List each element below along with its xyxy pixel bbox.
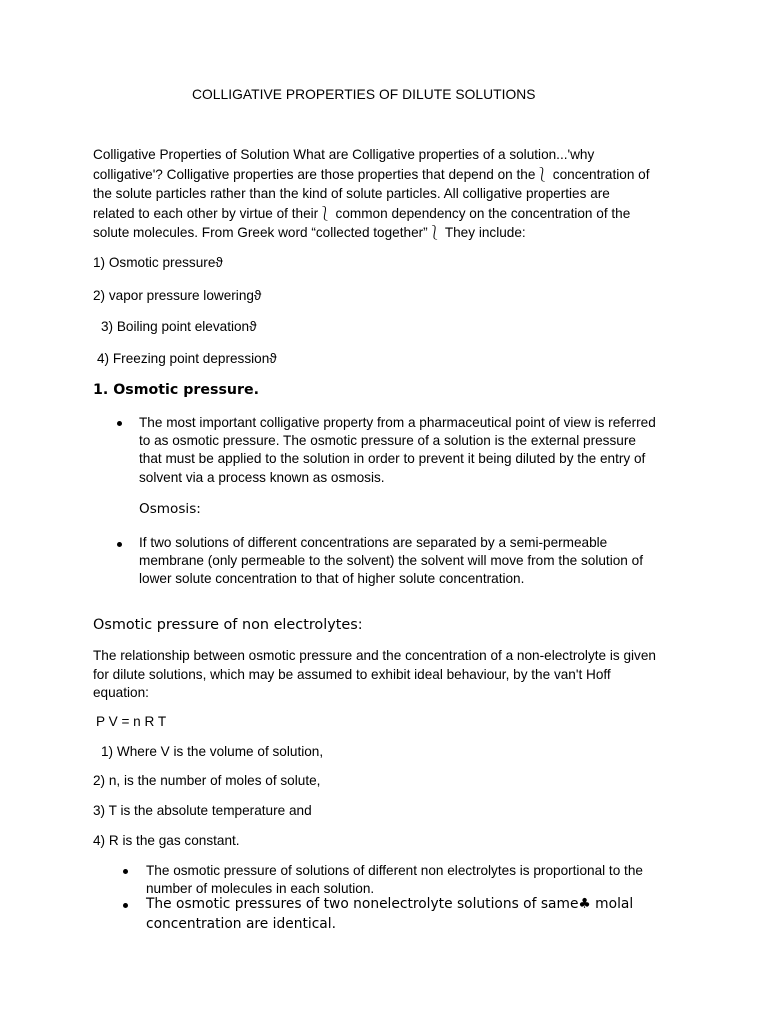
bullet-icon	[117, 421, 122, 426]
vant-hoff-paragraph: The relationship between osmotic pressure and the concentration of a non-electrolyte is given for dilute solutions, which may be assumed to exhibit ideal behaviour, by the van't Hoff equation:	[93, 648, 656, 700]
bullet-icon	[123, 869, 128, 874]
section-heading-osmotic-pressure: 1. Osmotic pressure.	[93, 382, 260, 398]
variable-item-gas-constant: 4) R is the gas constant.	[93, 833, 240, 848]
nonelectrolytes-heading: Osmotic pressure of non electrolytes:	[93, 617, 363, 633]
bullet-text: The osmotic pressures of two nonelectrolyte solutions of same♣ molal concentration are identical.	[146, 896, 634, 932]
variable-item-moles: 2) n, is the number of moles of solute,	[93, 773, 321, 788]
bullet-icon	[123, 903, 128, 908]
document-title: COLLIGATIVE PROPERTIES OF DILUTE SOLUTIONS	[192, 87, 536, 102]
intro-paragraph: Colligative Properties of Solution What are Colligative properties of a solution...'why colligative'? Colligative properties are those properties that depend on the⎱ concentration of the solute particles rather than the kind of solute particles. All colligative properties are related to each other by virtue of their⎱ common dependency on the concentration of the solute molecules. From Greek word “collected together”⎱ They include:	[93, 147, 650, 240]
osmosis-label: Osmosis:	[139, 501, 201, 517]
property-item-freezing-point: 4) Freezing point depressionϑ	[97, 351, 277, 366]
bullet-text: The most important colligative property from a pharmaceutical point of view is referred to as osmotic pressure. The osmotic pressure of a solution is the external pressure that must be applied to the solution in order to prevent it being diluted by the entry of solvent via a process known as osmosis.	[139, 415, 656, 485]
bullet-icon	[117, 542, 122, 547]
bullet-text: If two solutions of different concentrations are separated by a semi-permeable membrane (only permeable to the solvent) the solvent will move from the solution of lower solute concentration to that of higher solute concentration.	[139, 535, 643, 587]
property-item-vapor-pressure: 2) vapor pressure loweringϑ	[93, 288, 262, 303]
bullet-text: The osmotic pressure of solutions of different non electrolytes is proportional to the number of molecules in each solution.	[146, 863, 643, 897]
property-item-boiling-point: 3) Boiling point elevationϑ	[101, 319, 257, 334]
variable-item-temperature: 3) T is the absolute temperature and	[93, 803, 312, 818]
variable-item-volume: 1) Where V is the volume of solution,	[101, 744, 324, 759]
property-item-osmotic-pressure: 1) Osmotic pressureϑ	[93, 255, 223, 270]
vant-hoff-equation: P V = n R T	[96, 714, 167, 729]
